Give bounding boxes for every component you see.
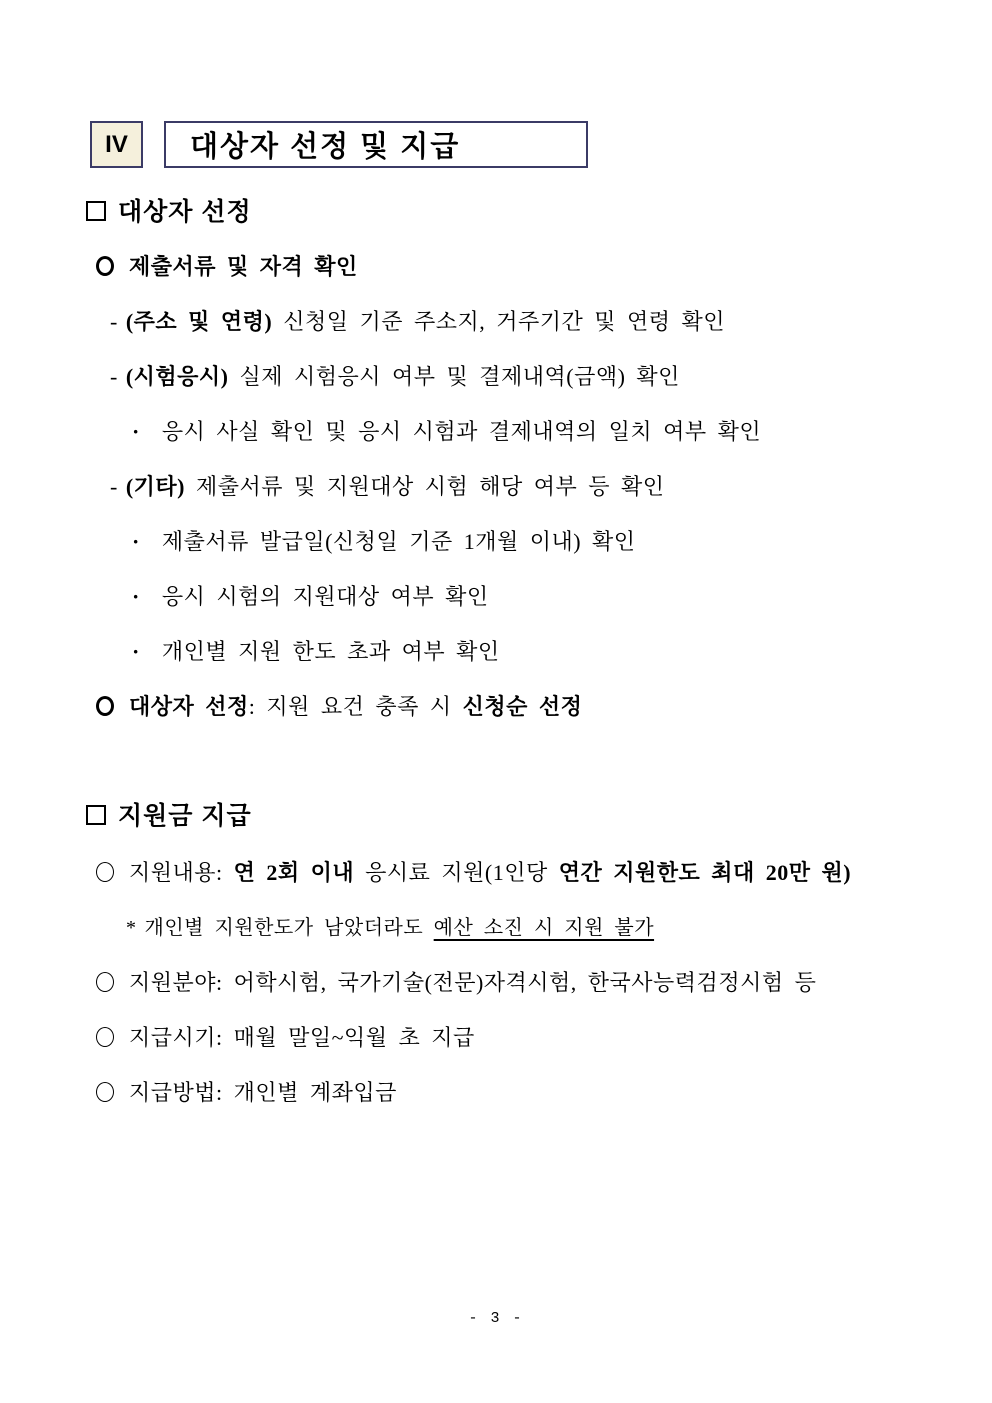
list-item — [86, 858, 962, 888]
dash-bullet: - — [110, 474, 118, 499]
item-text: 지원내용: — [129, 860, 234, 885]
footnote-item — [86, 913, 962, 943]
list-item — [86, 362, 962, 392]
section-title-box — [164, 121, 588, 168]
list-item — [86, 968, 962, 998]
circle-bullet-icon — [96, 696, 114, 716]
item-text: 연간 지원한도 최대 20만 원) — [558, 860, 852, 885]
list-item — [86, 252, 962, 282]
square-bullet-icon — [86, 805, 106, 825]
item-text: 대상자 선정 — [129, 694, 249, 719]
page-number: - 3 - — [468, 1310, 524, 1327]
circle-bullet-icon — [96, 972, 114, 992]
dash-bullet: - — [110, 364, 118, 389]
dot-bullet: · — [132, 529, 140, 554]
section-number: IV — [105, 130, 128, 158]
item-text: 개인별 지원한도가 남았더라도 — [144, 917, 434, 939]
circle-bullet-icon — [96, 1027, 114, 1047]
item-text: 제출서류 및 지원대상 시험 해당 여부 등 확인 — [185, 474, 665, 499]
item-text: 응시 사실 확인 및 응시 시험과 결제내역의 일치 여부 확인 — [161, 419, 762, 444]
list-item — [86, 637, 962, 667]
item-text: 지급방법: 개인별 계좌입금 — [129, 1080, 397, 1105]
list-item — [86, 307, 962, 337]
list-item — [86, 1023, 962, 1053]
heading-text: 대상자 선정 — [118, 198, 252, 226]
section-header — [90, 121, 588, 168]
item-text: 신청순 선정 — [462, 694, 583, 719]
item-text: : 지원 요건 충족 시 — [248, 694, 463, 719]
dot-bullet: · — [132, 584, 140, 609]
heading-text: 지원금 지급 — [118, 802, 252, 830]
circle-bullet-icon — [96, 862, 114, 882]
dot-bullet: · — [132, 419, 140, 444]
dot-bullet: · — [132, 639, 140, 664]
list-item — [86, 1078, 962, 1108]
item-text: 실제 시험응시 여부 및 결제내역(금액) 확인 — [228, 364, 680, 389]
item-text: 신청일 기준 주소지, 거주기간 및 연령 확인 — [272, 309, 726, 334]
square-bullet-icon — [86, 201, 106, 221]
item-text: 제출서류 및 자격 확인 — [129, 254, 358, 279]
asterisk-bullet: * — [126, 917, 137, 939]
item-text: 응시료 지원(1인당 — [354, 860, 559, 885]
list-item — [86, 692, 962, 722]
document-body — [86, 196, 962, 1133]
item-text: 지원분야: 어학시험, 국가기술(전문)자격시험, 한국사능력검정시험 등 — [129, 970, 817, 995]
item-text: 연 2회 이내 — [233, 860, 355, 885]
item-text: (주소 및 연령) — [125, 309, 273, 334]
item-text: 지급시기: 매월 말일~익월 초 지급 — [129, 1025, 475, 1050]
circle-bullet-icon — [96, 1082, 114, 1102]
list-item — [86, 417, 962, 447]
section-number-box — [90, 121, 143, 168]
item-text: 제출서류 발급일(신청일 기준 1개월 이내) 확인 — [161, 529, 636, 554]
item-text: 응시 시험의 지원대상 여부 확인 — [161, 584, 489, 609]
item-text: (시험응시) — [125, 364, 229, 389]
list-item — [86, 582, 962, 612]
heading-target-selection — [86, 196, 962, 228]
circle-bullet-icon — [96, 256, 114, 276]
item-text-underlined: 예산 소진 시 지원 불가 — [433, 917, 655, 939]
dash-bullet: - — [110, 309, 118, 334]
list-item — [86, 527, 962, 557]
heading-payment — [86, 800, 962, 832]
section-title: 대상자 선정 및 지급 — [190, 131, 461, 163]
item-text: (기타) — [125, 474, 185, 499]
list-item — [86, 472, 962, 502]
item-text: 개인별 지원 한도 초과 여부 확인 — [161, 639, 500, 664]
